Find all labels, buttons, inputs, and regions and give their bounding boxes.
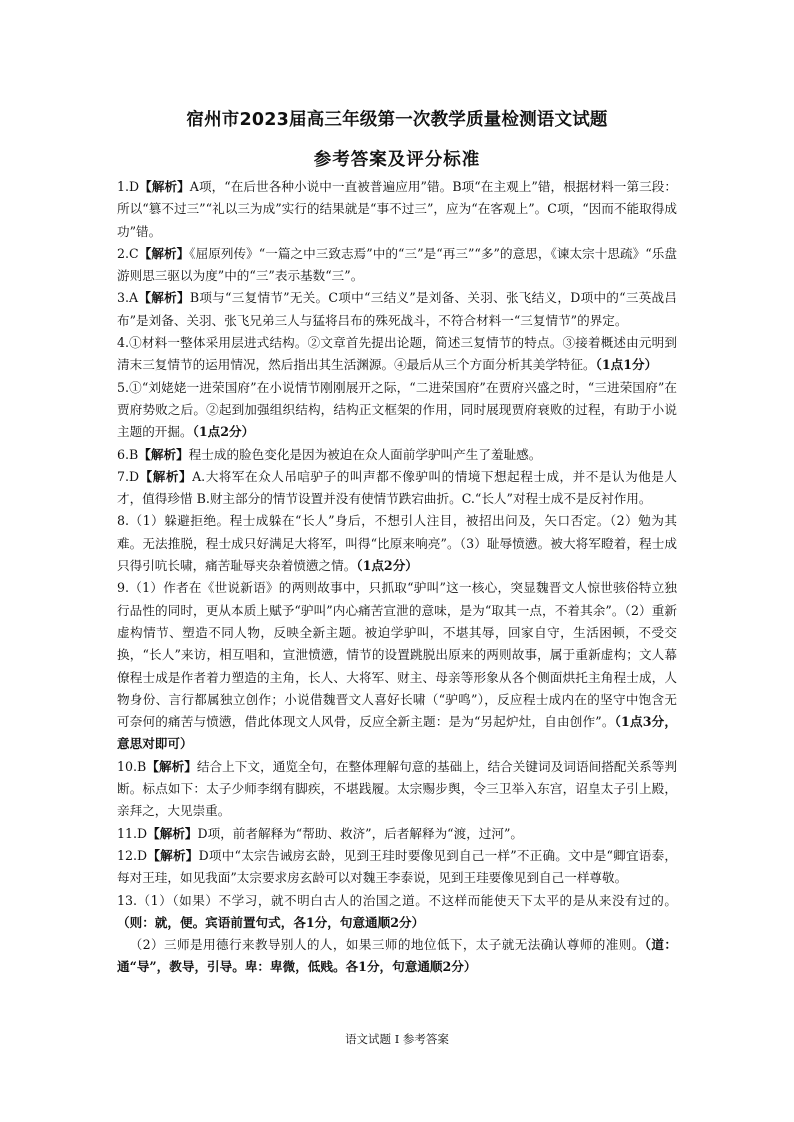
answer-item	[117, 823, 677, 845]
score-note: （1点2分）	[192, 424, 255, 440]
answer-text: A项，“在后世各种小说中一直被普遍应用”错。B项“在主观上”错，根据材料一第三段：所以“篡不过三”“礼以三为成”实行的结果就是“事不过三”，应为“在客观上”。C项，“因而不能取得成功”错。	[117, 179, 678, 239]
answer-item	[117, 176, 677, 243]
answer-item	[117, 577, 677, 755]
analysis-tag: 【解析】	[138, 446, 189, 462]
answer-number: 6.B	[117, 446, 139, 462]
answer-text: （1）（如果）不学习，就不明白古人的治国之道。不这样而能使天下太平的是从来没有过的。	[137, 892, 677, 908]
answer-item	[117, 377, 677, 444]
answer-item	[117, 890, 677, 935]
analysis-tag: 【解析】	[138, 290, 190, 306]
analysis-tag: 【解析】	[146, 758, 197, 774]
answer-text: （2）三师是用德行来教导别人的人，如果三师的地位低下，太子就无法确认尊师的准则。	[129, 937, 645, 953]
answer-item	[117, 934, 677, 979]
page-subtitle: 参考答案及评分标准	[313, 150, 481, 170]
answer-text: （1）躲避拒绝。程士成躲在“长人”身后，不想引人注目，被招出问及，矢口否定。（2）勉为其难。无法推脱，程士成只好满足大将军，叫得“比原来响亮”。（3）耻辱愤懑。被大将军瞪着，程士成只得引吭长啸，痛苦耻辱夹杂着愤懑之情。	[117, 513, 677, 574]
score-note: （则：就，便。宾语前置句式，各1分，句意通顺2分）	[117, 914, 425, 930]
analysis-tag: 【解析】	[139, 468, 193, 484]
analysis-tag: 【解析】	[147, 825, 198, 841]
analysis-tag: 【解析】	[147, 847, 199, 863]
answer-list	[117, 176, 677, 979]
answer-number: 1.D	[117, 179, 140, 194]
answer-number: 9.	[117, 580, 130, 596]
answer-number: 3.A	[117, 290, 139, 306]
answer-text: D项，前者解释为“帮助、救济”，后者解释为“渡，过河”。	[197, 825, 524, 841]
answer-number: 5.	[117, 379, 130, 395]
analysis-tag: 【解析】	[139, 179, 190, 194]
answer-number: 11.D	[117, 825, 148, 841]
answer-item	[117, 466, 677, 511]
answer-text: ①“刘姥姥一进荣国府”在小说情节刚刚展开之际，“二进荣国府”在贾府兴盛之时，“三进荣国府”在贾府势败之后。②起到加强组织结构，结构正文框架的作用，同时展现贾府衰败的过程，有助于小说主题的开掘。	[117, 379, 677, 440]
answer-text: 结合上下文，通览全句，在整体理解句意的基础上，结合关键词及词语间搭配关系等判断。标点如下：太子少师李纲有脚疾，不堪践履。太宗赐步舆，令三卫举入东宫，诏皇太子引上殿，亲拜之，大见崇重。	[117, 758, 678, 819]
score-note: （道：通“导”，教导，引导。卑：卑微，低贱。各1分，句意通顺2分）	[117, 937, 677, 975]
score-note: （1点1分）	[595, 357, 658, 373]
answer-item	[117, 510, 677, 577]
answer-text: B项与“三复情节”无关。C项中“三结义”是刘备、关羽、张飞结义，D项中的“三英战吕布”是刘备、关羽、张飞兄弟三人与猛将吕布的殊死战斗，不符合材料一“三复情节”的界定。	[117, 290, 678, 328]
page-title: 宿州市2023届高三年级第一次教学质量检测语文试题	[186, 110, 608, 130]
answer-item	[117, 332, 677, 377]
answer-item	[117, 243, 677, 288]
answer-item	[117, 444, 677, 466]
analysis-tag: 【解析】	[138, 245, 190, 261]
answer-item	[117, 845, 677, 890]
answer-text: ①材料一整体采用层进式结构。②文章首先提出论题，简述三复情节的特点。③接着概述由元明到清末三复情节的运用情况，然后指出其生活渊源。④最后从三个方面分析其美学特征。	[117, 335, 677, 373]
score-note: （1点2分）	[356, 558, 418, 574]
answer-item	[117, 756, 677, 823]
score-note: （1点3分，意思对即可）	[117, 714, 677, 752]
answer-text: 《屈原列传》“一篇之中三致志焉”中的“三”是“再三”“多”的意思，《谏太宗十思疏》“乐盘游则思三驱以为度”中的“三”表示基数“三”。	[117, 245, 677, 284]
answer-text: （1）作者在《世说新语》的两则故事中，只抓取“驴叫”这一核心，突显魏晋文人惊世骇俗特立独行品性的同时，更从本质上赋予“驴叫”内心痛苦宣泄的意味，是为“取其一点，不着其余”。（2）重新虚构情节、塑造不同人物，反映全新主题。被迫学驴叫，不堪其辱，回家自守，生活困顿，不受交换，“长人”来访，相互唱和，宣泄愤懑，情节的设置跳脱出原来的两则故事，属于重新虚构；文人幕僚程士成是作者着力塑造的主角，长人、大将军、财主、母亲等形象从各个侧面烘托主角程士成，人物身份、言行都属独立创作；小说借魏晋文人喜好长啸（“驴鸣”），反应程士成内在的坚守中饱含无可奈何的痛苦与愤懑，借此体现文人风骨，反应全新主题：是为“另起炉灶，自由创作”。	[117, 580, 677, 730]
answer-text: A.大将军在众人吊唁驴子的叫声都不像驴叫的情境下想起程士成，并不是认为他是人才，值得珍惜 B.财主部分的情节设置并没有使情节跌宕曲折。C.“长人”对程士成不是反衬作用。	[117, 468, 678, 507]
answer-number: 10.B	[117, 758, 147, 774]
answer-number: 7.D	[117, 468, 140, 484]
answer-text: 程士成的脸色变化是因为被迫在众人面前学驴叫产生了羞耻感。	[188, 446, 542, 462]
answer-number: 4.	[117, 335, 130, 351]
answer-number: 13.	[117, 892, 138, 908]
answer-number: 2.C	[117, 245, 139, 261]
answer-text: D项中“太宗告诫房玄龄，见到王珪时要像见到自己一样”不正确。文中是“卿宜语泰，每对王珪，如见我面”太宗要求房玄龄可以对魏王李泰说，见到王珪要像见到自己一样尊敬。	[117, 847, 678, 886]
page-footer: 语文试题 Ⅰ 参考答案	[345, 1032, 449, 1046]
answer-item	[117, 287, 677, 332]
answer-number: 8.	[117, 513, 130, 529]
answer-number: 12.D	[117, 847, 148, 863]
